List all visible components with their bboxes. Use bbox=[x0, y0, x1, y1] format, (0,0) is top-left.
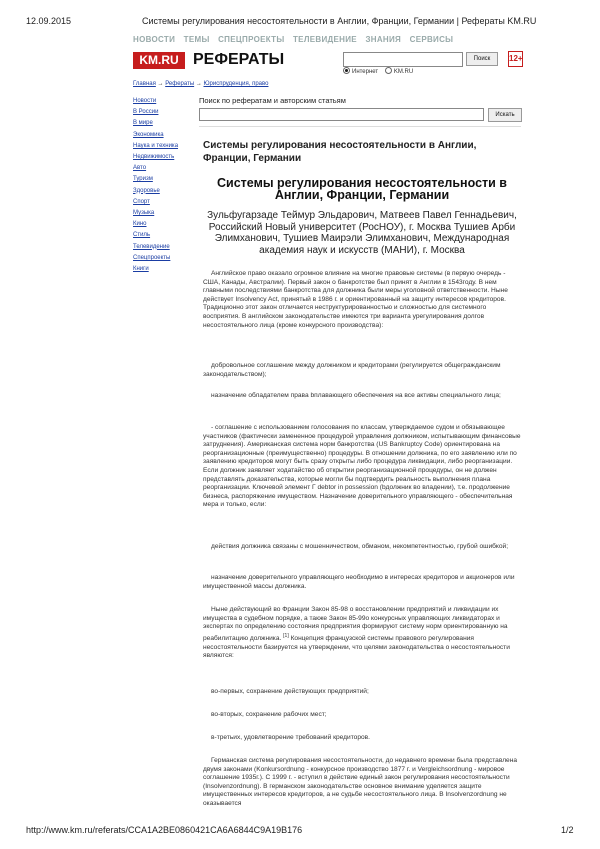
sidebar-item-cinema[interactable]: Кино bbox=[133, 221, 147, 228]
print-page-title: Системы регулирования несостоятельности в Англии, Франции, Германии | Рефераты KM.RU bbox=[142, 16, 537, 26]
paragraph-8: во-первых, сохранение действующих предприятий; bbox=[211, 688, 369, 695]
paragraph-6: назначение доверительного управляющего необходимо в интересах кредиторов и акционеров или имущественной массы должника. bbox=[203, 574, 515, 590]
paragraph-7-tail: Концепция французской системы правового регулирования несостоятельности базируется на утверждении, что целями законодательства о несостоятельности являются: bbox=[203, 634, 510, 660]
paragraph-2: добровольное соглашение между должником и кредиторами (регулируется общегражданским законодательством); bbox=[203, 362, 501, 378]
age-rating-badge: 12+ bbox=[508, 51, 523, 67]
sidebar bbox=[133, 96, 178, 275]
footer-url: http://www.km.ru/referats/CCA1A2BE0860421CA6A6844C9A19B176 bbox=[26, 825, 303, 835]
breadcrumb-sep-1: → bbox=[157, 81, 164, 87]
paragraph-11: Германская система регулирования несостоятельности, до недавнего времени была представлена двумя законами (Konkursordnung - конкурсное производство 1877 г. и Vergleichsordnung - мировое соглашение 1935г.). С 1999 г. - вступил в действие единый закон регулирования несостоятельности (Insolvenzordnung). В германском законодательстве основное внимание уделяется защите имущественных интересов кредиторов, а не судьбе несостоятельного лица. В Insolvenzordnung не оказывается bbox=[203, 757, 518, 807]
sidebar-item-auto[interactable]: Авто bbox=[133, 165, 147, 172]
sidebar-item-science[interactable]: Наука и техника bbox=[133, 142, 179, 149]
article-title: Системы регулирования несостоятельности в Англии, Франции, Германии bbox=[217, 176, 507, 202]
breadcrumb-referats[interactable]: Рефераты bbox=[165, 81, 195, 87]
sidebar-item-sport[interactable]: Спорт bbox=[133, 198, 150, 205]
top-search-button[interactable]: Поиск bbox=[466, 52, 498, 66]
breadcrumb bbox=[133, 81, 268, 87]
radio-site-label: KM.RU bbox=[393, 69, 414, 75]
sidebar-item-economy[interactable]: Экономика bbox=[133, 131, 164, 138]
paragraph-1: Английское право оказало огромное влияние на многие правовые системы (в первую очередь - США, Канады, Австралии). Первый закон о банкротстве был принят в Англии в 1543году. В нем главными последствиями банкротства для должника были меры уголовной ответственности. Ныне действует Insolvency Act, принятый в 1986 г. и ориентированный на защиту интересов кредиторов. Традиционно этот закон отличается неструктурированностью и сложностью для системного восприятия. В английском законодательстве имеются три варианта урегулирования долгов несостоятельного лица (кроме конкурсного производства): bbox=[203, 270, 508, 329]
sidebar-item-books[interactable]: Книги bbox=[133, 266, 149, 273]
paragraph-4: - соглашение с использованием голосования по классам, утверждаемое судом и обязывающее участников (фактически замененное процедурой управления должником, испытывающим финансовые затруднения). Американская система норм банкротства (US Bankruptcy Code) ориентирована на реорганизационные (преимущественно) процедуры. В отношении должника, по его заявлению или по заявлению кредиторов могут быть сразу открыты либо процедура ликвидации, либо реорганизации. Если должник заявляет ходатайство об открытии реорганизационной процедуры, он не должен представлять доказательства, которые могли бы подтвердить реальность выполнения плана реорганизации. Ключевой элемент Г debtor in possession (bдолжник во владении), т.е. продолжение бизнеса, распоряжение имуществом. Назначение доверительного управляющего - обеспечительная мера и только, если: bbox=[203, 424, 521, 509]
paragraph-3: назначение обладателем права bплавающего обеспечения на все активы специального лица; bbox=[211, 392, 501, 399]
sidebar-item-style[interactable]: Стиль bbox=[133, 232, 151, 239]
paragraph-9: во-вторых, сохранение рабочих мест; bbox=[211, 711, 327, 718]
paragraph-10: в-третьих, удовлетворение требований кредиторов. bbox=[211, 734, 370, 741]
sidebar-item-world[interactable]: В мире bbox=[133, 120, 153, 127]
nav-item-services[interactable]: СЕРВИСЫ bbox=[409, 35, 454, 44]
sidebar-item-tourism[interactable]: Туризм bbox=[133, 176, 153, 183]
nav-item-special[interactable]: СПЕЦПРОЕКТЫ bbox=[218, 35, 285, 44]
site-logo[interactable]: KM.RU bbox=[133, 52, 185, 69]
breadcrumb-sep-2: → bbox=[195, 81, 202, 87]
nav-item-tv[interactable]: ТЕЛЕВИДЕНИЕ bbox=[293, 35, 357, 44]
article-authors: Зульфугарзаде Теймур Эльдарович, Матвеев Павел Геннадьевич, Российский Новый университет (РосНОУ), г. Москва Тушиев Арби Элимханович, Тушиев Маирэли Элимханович, Международная академия наук и искусств (МАНИ), г. Москва bbox=[207, 210, 517, 256]
sidebar-item-tv[interactable]: Телевидение bbox=[133, 243, 170, 250]
radio-internet-label: Интернет bbox=[352, 69, 379, 75]
footnote-ref[interactable]: [1] bbox=[283, 632, 289, 639]
radio-site[interactable] bbox=[385, 67, 392, 74]
article-heading: Системы регулирования несостоятельности в Англии, Франции, Германии bbox=[203, 140, 477, 164]
top-nav bbox=[133, 35, 459, 44]
nav-item-knowledge[interactable]: ЗНАНИЯ bbox=[365, 35, 402, 44]
sidebar-item-health[interactable]: Здоровье bbox=[133, 187, 160, 194]
section-title: РЕФЕРАТЫ bbox=[193, 51, 285, 68]
footer-page-number: 1/2 bbox=[561, 825, 574, 835]
ref-search-button[interactable]: Искать bbox=[488, 108, 522, 122]
divider bbox=[199, 126, 521, 127]
ref-search-label: Поиск по рефератам и авторским статьям bbox=[199, 96, 346, 105]
sidebar-item-russia[interactable]: В России bbox=[133, 109, 159, 116]
paragraph-7-text: Ныне действующий во Франции Закон 85-98 о восстановлении предприятий и ликвидации их имущества в судебном порядке, а также Закон 85-99о конкурсных управляющих ликвидаторах и экспертах по определению состояния предприятия формируют систему норм ориентированную на реабилитацию должника. bbox=[203, 606, 508, 642]
breadcrumb-home[interactable]: Главная bbox=[133, 81, 156, 87]
print-date: 12.09.2015 bbox=[26, 16, 72, 26]
sidebar-item-realty[interactable]: Недвижимость bbox=[133, 154, 175, 161]
paragraph-5: действия должника связаны с мошенничеством, обманом, некомпетентностью, грубой ошибкой; bbox=[211, 543, 509, 550]
nav-item-news[interactable]: НОВОСТИ bbox=[133, 35, 176, 44]
top-search-input[interactable] bbox=[343, 52, 463, 67]
ref-search-input[interactable] bbox=[199, 108, 484, 121]
breadcrumb-law[interactable]: Юриспруденция, право bbox=[203, 81, 269, 87]
search-scope bbox=[343, 67, 413, 75]
sidebar-item-news[interactable]: Новости bbox=[133, 98, 157, 104]
sidebar-item-special[interactable]: Спецпроекты bbox=[133, 254, 171, 261]
radio-internet[interactable] bbox=[343, 67, 350, 74]
sidebar-item-music[interactable]: Музыка bbox=[133, 210, 155, 217]
paragraph-7 bbox=[203, 606, 521, 661]
nav-item-topics[interactable]: ТЕМЫ bbox=[183, 35, 210, 44]
